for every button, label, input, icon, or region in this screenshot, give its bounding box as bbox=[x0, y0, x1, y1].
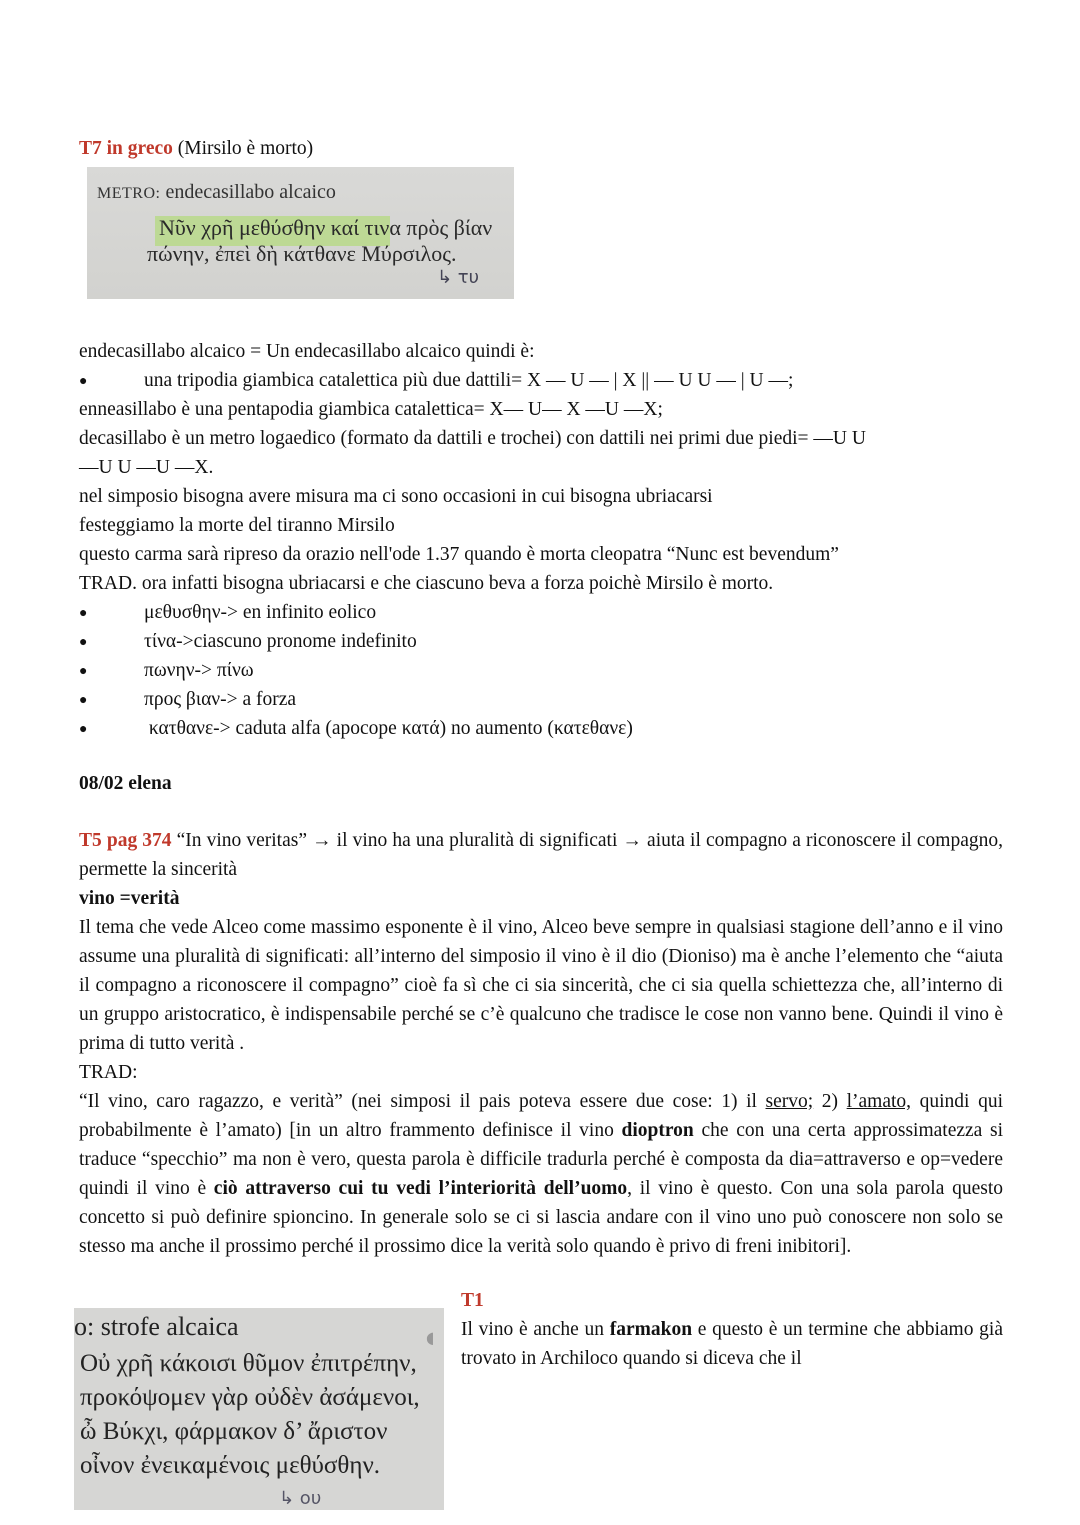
bold-farmakon: farmakon bbox=[609, 1319, 693, 1340]
vocab-item bbox=[79, 685, 296, 715]
text-run: quindi qui probabilmente è l’amato) [in un altro frammento definisce il vino bbox=[79, 1091, 1003, 1141]
note-line: festeggiamo la morte del tiranno Mirsilo bbox=[79, 515, 395, 536]
bold-dioptron: dioptron bbox=[621, 1120, 694, 1141]
text-run: e questo è un termine che abbiamo già trovato in Archiloco quando si diceva che il bbox=[461, 1319, 1003, 1369]
text-run: “Il vino, caro ragazzo, e verità” (nei simposi il pais poteva essere due cose: 1) il bbox=[79, 1091, 766, 1112]
underlined-amato: l’amato, bbox=[846, 1091, 912, 1112]
bullet-dot: ● bbox=[79, 635, 88, 650]
greek-line-2: πώνην, ἐπεὶ δὴ κάτθανε Μύρσιλος. bbox=[147, 241, 457, 266]
bullet-dot: ● bbox=[79, 693, 88, 708]
t5-text: “In vino veritas” → il vino ha una pluralità di significati → aiuta il compagno a riconoscere il compagno, permette la sincerità bbox=[79, 830, 1003, 880]
date-heading: 08/02 elena bbox=[79, 773, 172, 794]
t7-heading bbox=[79, 134, 313, 163]
note-line: nel simposio bisogna avere misura ma ci sono occasioni in cui bisogna ubriacarsi bbox=[79, 486, 713, 507]
metrics-bullet bbox=[79, 366, 793, 396]
text-run: , il vino è questo. Con una sola parola questo concetto si può definire spioncino. In generale solo se ci si lascia andare con il vino uno può conoscere non solo se stesso ma anche il prossimo perché il prossimo dice la verità solo quando è privo di freni inibitori]. bbox=[79, 1178, 1003, 1257]
vocab-text: προς βιαν-> a forza bbox=[144, 689, 297, 710]
underlined-servo: servo; bbox=[765, 1091, 814, 1112]
note-line: TRAD. ora infatti bisogna ubriacarsi e che ciascuno beva a forza poichè Mirsilo è morto. bbox=[79, 573, 774, 594]
vocab-item bbox=[79, 627, 417, 657]
meter-value: endecasillabo alcaico bbox=[165, 181, 336, 203]
t7-heading-rest: (Mirsilo è morto) bbox=[177, 138, 314, 159]
vocab-text: πωνην-> πίνω bbox=[144, 660, 254, 681]
t5-ref: T5 pag 374 bbox=[79, 830, 172, 851]
bullet-text: una tripodia giambica catalettica più due dattili= X — U — | X || — U U — | U —; bbox=[144, 370, 794, 391]
t1-text bbox=[461, 1315, 1003, 1373]
metrics-line-4: —U U —U —X. bbox=[79, 457, 214, 478]
vocab-item bbox=[79, 598, 376, 628]
greek-line: Οὐ χρῆ κάκοισι θῦμον ἐπιτρέπην, bbox=[80, 1350, 417, 1377]
photo-title: o: strofe alcaica bbox=[74, 1312, 239, 1341]
greek-text-photo-2 bbox=[74, 1308, 444, 1510]
metrics-line-2: enneasillabo è una pentapodia giambica catalettica= X— U— X —U —X; bbox=[79, 399, 663, 420]
vocab-text: μεθυσθην-> en infinito eolico bbox=[144, 602, 377, 623]
metrics-line-3: decasillabo è un metro logaedico (formato da dattili e trochei) con dattili nei primi due piedi= —U U bbox=[79, 428, 866, 449]
paragraph-2 bbox=[79, 1087, 1003, 1261]
note-line: questo carma sarà ripreso da orazio nell'ode 1.37 quando è morta cleopatra “Nunc est bevendum” bbox=[79, 544, 839, 565]
meter-caption bbox=[97, 181, 336, 204]
handwritten-note: ↳ τυ bbox=[437, 267, 480, 288]
vocab-text: τίνα->ciascuno pronome indefinito bbox=[144, 631, 417, 652]
vocab-item bbox=[79, 714, 633, 744]
metrics-line-1: endecasillabo alcaico = Un endecasillabo alcaico quindi è: bbox=[79, 341, 535, 362]
bullet-dot: ● bbox=[79, 606, 88, 621]
text-run: 2) bbox=[813, 1091, 847, 1112]
greek-line: ὦ Βύκχι, φάρμακον δ’ ἄριστον bbox=[80, 1418, 388, 1445]
t1-heading: T1 bbox=[461, 1290, 484, 1311]
bold-phrase: ciò attraverso cui tu vedi l’interiorità dell’uomo bbox=[213, 1178, 628, 1199]
t5-paragraph bbox=[79, 826, 1003, 884]
photo-mark: ◖ bbox=[426, 1328, 435, 1347]
t7-heading-red: T7 in greco bbox=[79, 138, 173, 159]
handwritten-note: ↳ ου bbox=[279, 1488, 322, 1509]
bullet-dot: ● bbox=[79, 664, 88, 679]
vocab-item bbox=[79, 656, 254, 686]
greek-line-1: Νῦν χρῆ μεθύσθην καί τινα πρὸς βίαν bbox=[159, 215, 493, 240]
greek-text-photo-1 bbox=[87, 167, 514, 299]
bullet-dot: ● bbox=[79, 722, 88, 737]
section-heading: vino =verità bbox=[79, 888, 180, 909]
greek-line: οἶνον ἐνεικαμένοις μεθύσθην. bbox=[80, 1452, 380, 1479]
bullet-dot: ● bbox=[79, 374, 88, 389]
trad-label: TRAD: bbox=[79, 1062, 138, 1083]
text-run: che con una certa approssimatezza si traduce “specchio” ma non è vero, questa parola è difficile tradurla perché è composta da dia=attraverso e op=vedere quindi il vino è bbox=[79, 1120, 1004, 1199]
vocab-text: κατθανε-> caduta alfa (apocope κατά) no aumento (κατεθανε) bbox=[144, 718, 633, 739]
meter-label: METRO: bbox=[97, 185, 161, 202]
text-run: Il vino è anche un bbox=[461, 1319, 610, 1340]
paragraph-1: Il tema che vede Alceo come massimo esponente è il vino, Alceo beve sempre in qualsiasi stagione dell’anno e il vino assume una pluralità di significati: all’interno del simposio il vino è il dio (Dioniso) ma è anche l’elemento che “aiuta il compagno a riconoscere il compagno” cioè fa sì che ci sia sincerità, che ci sia quella schiettezza che, all’interno di un gruppo aristocratico, è indispensabile perché se c’è qualcuno che tradisce le cose non vanno bene. Quindi il vino è prima di tutto verità . bbox=[79, 917, 1003, 1054]
greek-line: προκόψομεν γὰρ οὐδὲν ἀσάμενοι, bbox=[80, 1384, 420, 1411]
